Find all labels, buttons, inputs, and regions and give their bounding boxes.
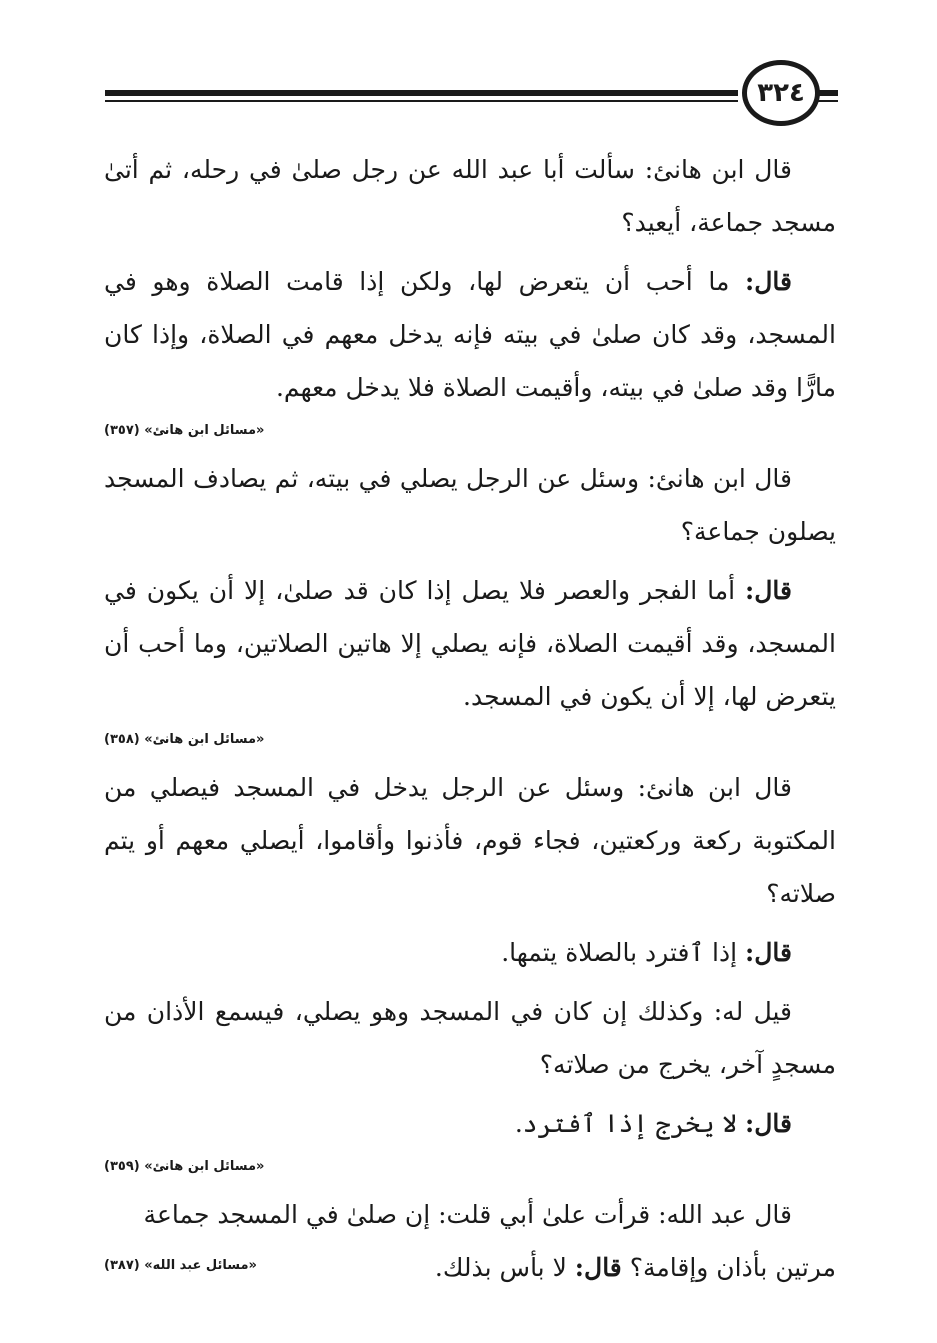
header-rule-thin: [105, 100, 738, 102]
paragraph-lead: قال:: [745, 267, 792, 296]
page-header: [105, 60, 838, 130]
page-number: ٣٢٤: [742, 60, 820, 126]
paragraph: [104, 255, 836, 414]
source-citation: [104, 420, 836, 442]
paragraph: [104, 1097, 836, 1150]
source-citation: [104, 729, 836, 751]
paragraph: [104, 143, 836, 249]
final-line-text-after: لا بأس بذلك.: [434, 1253, 575, 1282]
paragraph-text: قيل له: وكذلك إن كان في المسجد وهو يصلي، فيسمع الأذان من مسجدٍ آخر، يخرج من صلاته؟: [104, 997, 836, 1079]
paragraph: [104, 1188, 836, 1241]
paragraph-text: ما أحب أن يتعرض لها، ولكن إذا قامت الصلاة وهو في المسجد، وقد كان صلىٰ في بيته فإنه يدخل معهم في الصلاة، وإذا كان مارًّا وقد صلىٰ في بيته، وأقيمت الصلاة فلا يدخل معهم.: [104, 267, 836, 402]
paragraph-lead: قال:: [745, 1109, 792, 1138]
header-rule-thick: [105, 90, 738, 96]
source-citation-text: «مسائل ابن هانئ» (٣٥٩): [104, 1159, 265, 1174]
paragraph-text: لا يخرج إذا ٱفترد.: [514, 1109, 746, 1138]
paragraph-text: قال ابن هانئ: وسئل عن الرجل يدخل في المسجد فيصلي من المكتوبة ركعة وركعتين، فجاء قوم، فأذنوا وأقاموا، أيصلي معهم أو يتم صلاته؟: [104, 773, 836, 908]
paragraph-text: قال ابن هانئ: سألت أبا عبد الله عن رجل صلىٰ في رحله، ثم أتىٰ مسجد جماعة، أيعيد؟: [104, 155, 836, 237]
source-citation-text: «مسائل ابن هانئ» (٣٥٨): [104, 732, 265, 747]
paragraph: [104, 564, 836, 723]
source-citation: [104, 1156, 836, 1178]
source-citation-text: «مسائل عبد الله» (٣٨٧): [104, 1258, 257, 1273]
paragraph-lead: قال:: [745, 938, 792, 967]
paragraph-text: أما الفجر والعصر فلا يصل إذا كان قد صلىٰ، إلا أن يكون في المسجد، وقد أقيمت الصلاة، فإنه يصلي إلا هاتين الصلاتين، وما أحب أن يتعرض لها، إلا أن يكون في المسجد.: [104, 576, 836, 711]
paragraph: [104, 926, 836, 979]
paragraph: [104, 761, 836, 920]
header-rule-right-thin: [816, 100, 838, 102]
page-body: [104, 143, 836, 1294]
paragraph-text: إذا ٱفترد بالصلاة يتمها.: [501, 938, 746, 967]
final-line: [104, 1241, 836, 1294]
paragraph: [104, 452, 836, 558]
paragraph: [104, 985, 836, 1091]
paragraph-text: قال عبد الله: قرأت علىٰ أبي قلت: إن صلىٰ في المسجد جماعة: [143, 1200, 792, 1229]
paragraph-text: قال ابن هانئ: وسئل عن الرجل يصلي في بيته، ثم يصادف المسجد يصلون جماعة؟: [104, 464, 836, 546]
paragraph-lead: قال:: [745, 576, 792, 605]
source-citation-text: «مسائل ابن هانئ» (٣٥٧): [104, 423, 265, 438]
final-line-text-before: مرتين بأذان وإقامة؟: [621, 1253, 836, 1282]
paragraph-lead: قال:: [574, 1253, 622, 1282]
